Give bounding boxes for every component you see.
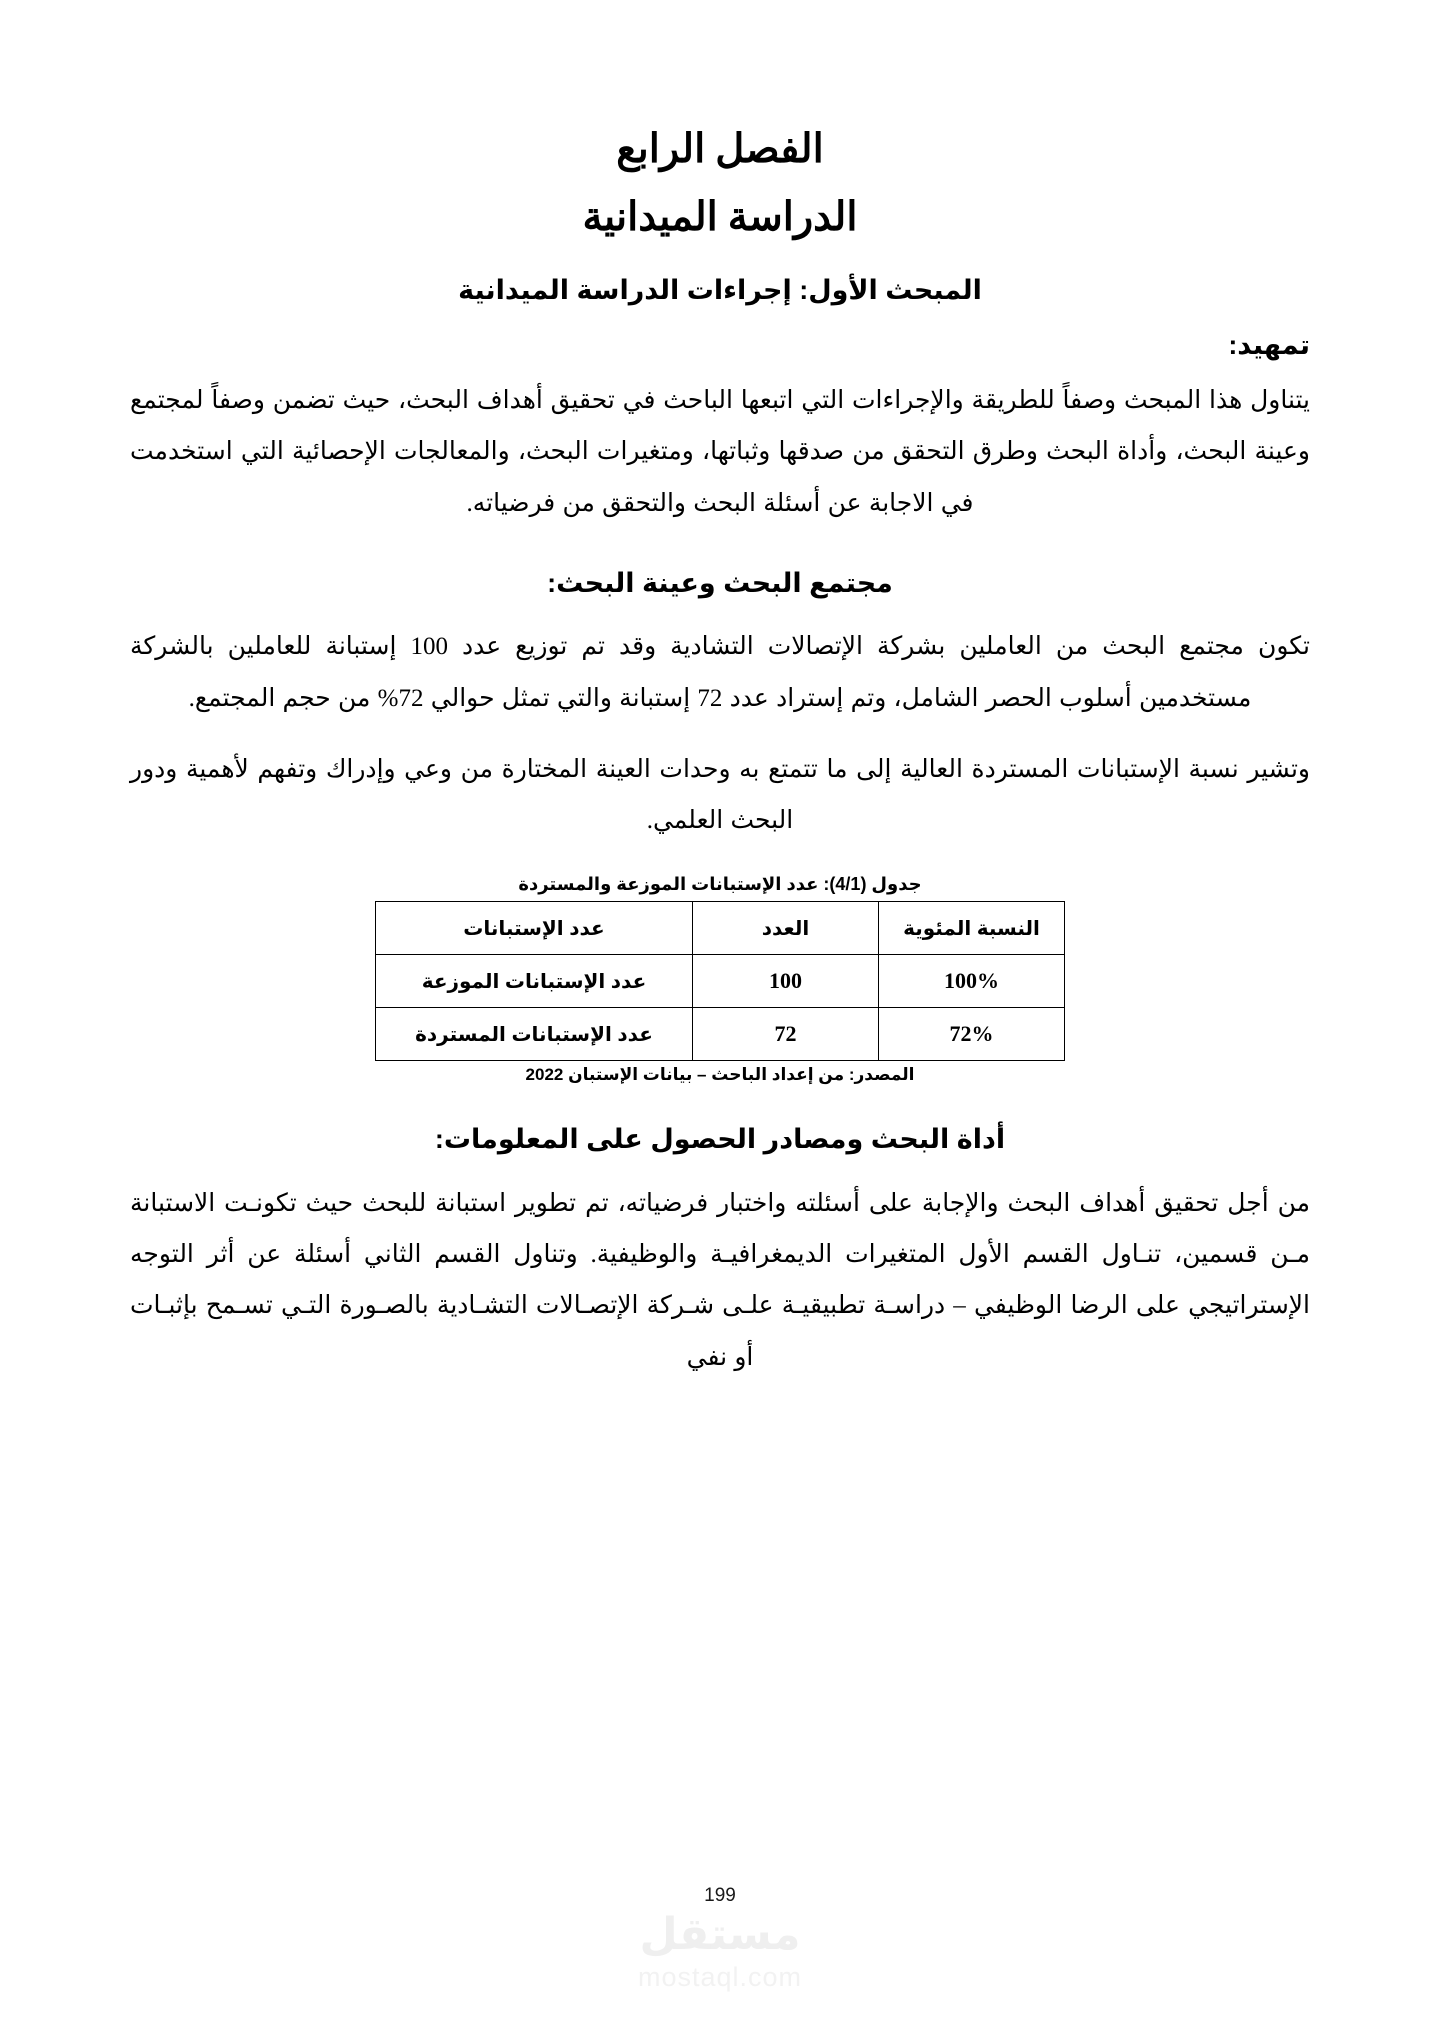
research-instrument-paragraph: من أجل تحقيق أهداف البحث والإجابة على أسئلته واختبار فرضياته، تم تطوير استبانة للبحث حيث تكونـت الاستبانة مـن قسمين، تنـاول القسم الأول المتغيرات الديمغرافيـة والوظيفية. وتناول القسم الثاني أسئلة عن أثر التوجه الإستراتيجي على الرضا الوظيفي – دراسـة تطبيقيـة علـى شـركة الإتصـالات التشـادية بالصـورة التـي تسـمح بإثبـات أو نفي [130, 1189, 1310, 1371]
table-row [376, 955, 1065, 1008]
page-number: 199 [704, 1885, 736, 1906]
cell-percent-returned: 72% [878, 1008, 1064, 1061]
chapter-title: الفصل الرابع [616, 126, 824, 171]
chapter-subtitle: الدراسة الميدانية [582, 194, 858, 239]
table-body [376, 955, 1065, 1061]
population-sample-heading: مجتمع البحث وعينة البحث: [547, 567, 893, 598]
table-source-note: المصدر: من إعداد الباحث – بيانات الإستبان 2022 [525, 1065, 915, 1085]
cell-percent-distributed: 100% [878, 955, 1064, 1008]
cell-label-returned: عدد الإستبانات المستردة [376, 1008, 693, 1061]
first-section-heading: المبحث الأول: إجراءات الدراسة الميدانية [458, 275, 982, 305]
watermark-arabic-logo: مستقل [639, 1910, 801, 1960]
cell-count-returned: 72 [692, 1008, 878, 1061]
population-paragraph-first: تكون مجتمع البحث من العاملين بشركة الإتصالات التشادية وقد تم توزيع عدد 100 إستبانة للعاملين بالشركة مستخدمين أسلوب الحصر الشامل، وتم إستراد عدد 72 إستبانة والتي تمثل حوالي 72% من حجم المجتمع. [130, 633, 1310, 712]
questionnaire-table-block [130, 872, 1310, 1085]
watermark [0, 1910, 1440, 1997]
table-header-row [376, 902, 1065, 955]
table-caption: جدول (4/1): عدد الإستبانات الموزعة والمستردة [518, 874, 922, 895]
column-header-questionnaires: عدد الإستبانات [376, 902, 693, 955]
population-paragraph-second: وتشير نسبة الإستبانات المستردة العالية إلى ما تتمتع به وحدات العينة المختارة من وعي وإدراك وتفهم لأهمية ودور البحث العلمي. [130, 755, 1310, 834]
cell-label-distributed: عدد الإستبانات الموزعة [376, 955, 693, 1008]
watermark-latin-logo: mostaql.com [637, 1962, 803, 1993]
cell-count-distributed: 100 [692, 955, 878, 1008]
preface-heading: تمهيد: [1228, 329, 1310, 360]
preface-paragraph: يتناول هذا المبحث وصفاً للطريقة والإجراءات التي اتبعها الباحث في تحقيق أهداف البحث، حيث تضمن وصفاً لمجتمع وعينة البحث، وأداة البحث وطرق التحقق من صدقها وثباتها، ومتغيرات البحث، والمعالجات الإحصائية التي استخدمت في الاجابة عن أسئلة البحث والتحقق من فرضياته. [130, 387, 1310, 517]
column-header-count: العدد [692, 902, 878, 955]
page-content [130, 120, 1310, 1403]
research-instrument-heading: أداة البحث ومصادر الحصول على المعلومات: [434, 1124, 1006, 1155]
column-header-percent: النسبة المئوية [878, 902, 1064, 955]
table-row [376, 1008, 1065, 1061]
questionnaire-table [375, 901, 1065, 1061]
table-header [376, 902, 1065, 955]
